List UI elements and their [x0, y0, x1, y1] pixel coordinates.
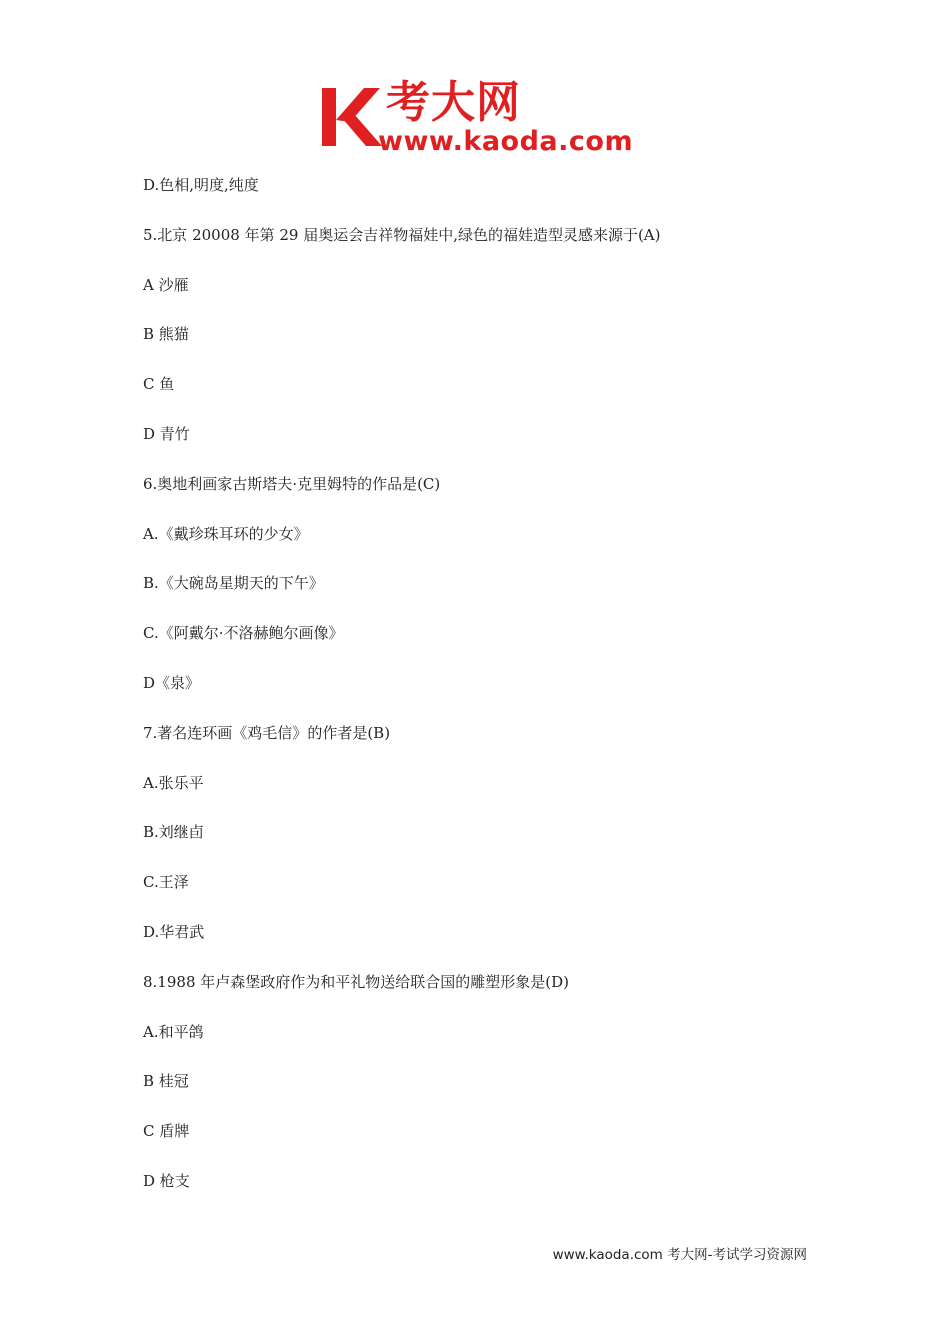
option-line: D《泉》: [143, 673, 201, 692]
option-line: B.《大碗岛星期天的下午》: [143, 574, 324, 593]
option-line: B 桂冠: [143, 1072, 189, 1091]
option-line: D 青竹: [143, 424, 190, 443]
option-line: D.色相,明度,纯度: [143, 176, 259, 194]
option-line: A.和平鸽: [143, 1022, 204, 1041]
option-line: A 沙雁: [143, 275, 189, 294]
k-logo-icon: [320, 84, 382, 150]
option-line: C 盾牌: [143, 1122, 190, 1141]
question-line: 8.1988 年卢森堡政府作为和平礼物送给联合国的雕塑形象是(D): [143, 972, 569, 991]
question-line: 5.北京 20008 年第 29 届奥运会吉祥物福娃中,绿色的福娃造型灵感来源于(A): [143, 225, 661, 244]
question-line: 7.著名连环画《鸡毛信》的作者是(B): [143, 723, 391, 742]
logo-chinese-name: 考大网: [386, 77, 521, 128]
logo-url: www.kaoda.com: [378, 126, 634, 157]
option-line: A.张乐平: [143, 773, 204, 792]
option-line: C.王泽: [143, 873, 189, 892]
option-line: A.《戴珍珠耳环的少女》: [143, 524, 309, 543]
document-body: [143, 172, 843, 1218]
question-line: 6.奥地利画家古斯塔夫·克里姆特的作品是(C): [143, 474, 441, 493]
option-line: D 枪支: [143, 1171, 190, 1190]
option-line: C.《阿戴尔·不洛赫鲍尔画像》: [143, 624, 344, 643]
option-line: C 鱼: [143, 375, 175, 394]
kaoda-logo: [320, 78, 640, 158]
option-line: B 熊猫: [143, 325, 189, 344]
option-line: D.华君武: [143, 922, 205, 941]
page-footer: www.kaoda.com 考大网-考试学习资源网: [552, 1247, 807, 1263]
option-line: B.刘继卣: [143, 823, 204, 842]
